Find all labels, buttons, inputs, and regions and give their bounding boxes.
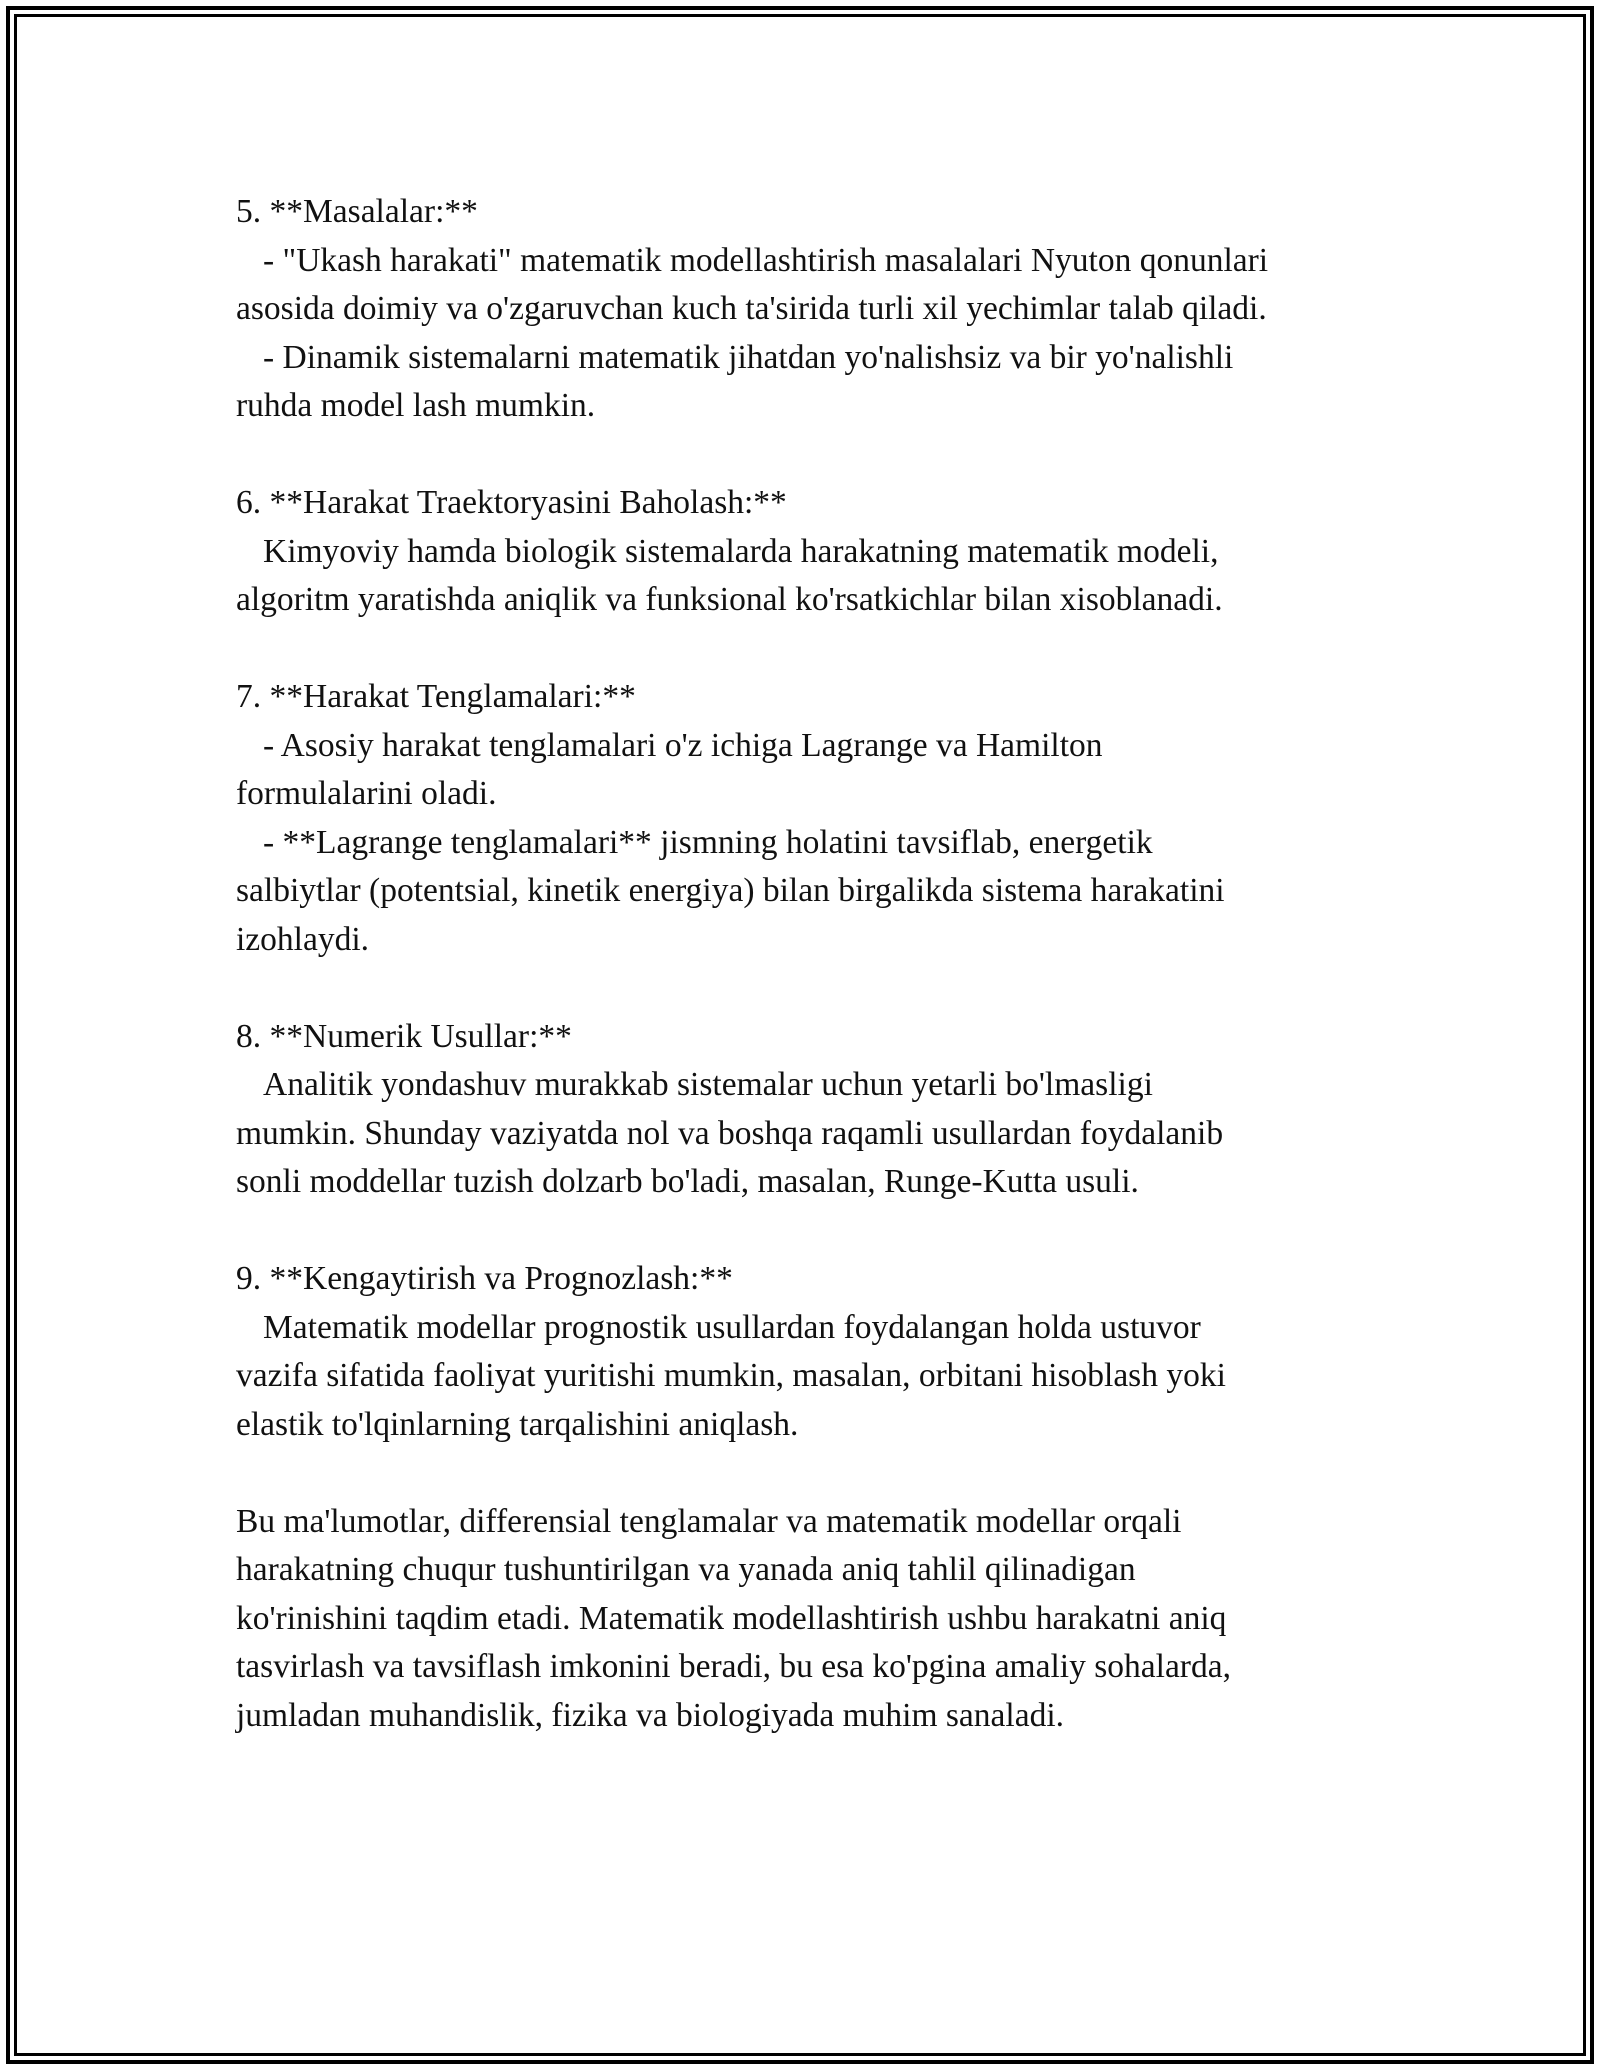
text-line: sonli moddellar tuzish dolzarb bo'ladi, masalan, Runge-Kutta usuli. (236, 1163, 1139, 1200)
text-line: 7. **Harakat Tenglamalari:** (236, 678, 636, 715)
text-line: - Asosiy harakat tenglamalari o'z ichiga Lagrange va Hamilton (263, 726, 1103, 764)
text-line: 8. **Numerik Usullar:** (236, 1017, 572, 1055)
blank-line (236, 964, 1416, 1013)
text-line: Bu ma'lumotlar, differensial tenglamalar va matematik modellar orqali (236, 1502, 1182, 1540)
text-line: - "Ukash harakati" matematik modellashtirish masalalari Nyuton qonunlari (263, 241, 1269, 279)
text-line: ko'rinishini taqdim etadi. Matematik modellashtirish ushbu harakatni aniq (236, 1599, 1227, 1637)
blank-line (236, 1207, 1416, 1256)
text-line: izohlaydi. (236, 920, 370, 958)
text-line: formulalarini oladi. (236, 775, 497, 812)
text-line: salbiytlar (potentsial, kinetik energiya) bilan birgalikda sistema harakatini (236, 872, 1225, 909)
text-line: tasvirlash va tavsiflash imkonini beradi, bu esa ko'pgina amaliy sohalarda, (236, 1648, 1231, 1685)
text-line: algoritm yaratishda aniqlik va funksional ko'rsatkichlar bilan xisoblanadi. (236, 581, 1223, 618)
text-line: mumkin. Shunday vaziyatda nol va boshqa raqamli usullardan foydalanib (236, 1114, 1224, 1152)
text-line: Analitik yondashuv murakkab sistemalar uchun yetarli bo'lmasligi (263, 1066, 1153, 1103)
text-line: 6. **Harakat Traektoryasini Baholash:** (236, 484, 787, 521)
text-line: 5. **Masalalar:** (236, 193, 478, 230)
blank-line (236, 625, 1416, 674)
text-line: ruhda model lash mumkin. (236, 387, 596, 424)
document-body (236, 188, 1416, 1740)
text-line: jumladan muhandislik, fizika va biologiyada muhim sanaladi. (236, 1696, 1065, 1734)
text-line: asosida doimiy va o'zgaruvchan kuch ta'sirida turli xil yechimlar talab qiladi. (236, 290, 1267, 327)
text-line: harakatning chuqur tushuntirilgan va yanada aniq tahlil qilinadigan (236, 1551, 1136, 1588)
text-line: - Dinamik sistemalarni matematik jihatdan yo'nalishsiz va bir yo'nalishli (263, 338, 1234, 376)
blank-line (236, 1449, 1416, 1498)
text-line: Matematik modellar prognostik usullardan foydalangan holda ustuvor (263, 1308, 1201, 1346)
text-line: Kimyoviy hamda biologik sistemalarda harakatning matematik modeli, (263, 532, 1219, 570)
blank-line (236, 431, 1416, 480)
text-line: - **Lagrange tenglamalari** jismning holatini tavsiflab, energetik (263, 823, 1153, 861)
text-line: vazifa sifatida faoliyat yuritishi mumkin, masalan, orbitani hisoblash yoki (236, 1357, 1226, 1394)
text-line: elastik to'lqinlarning tarqalishini aniqlash. (236, 1405, 799, 1443)
text-line: 9. **Kengaytirish va Prognozlash:** (236, 1260, 733, 1297)
